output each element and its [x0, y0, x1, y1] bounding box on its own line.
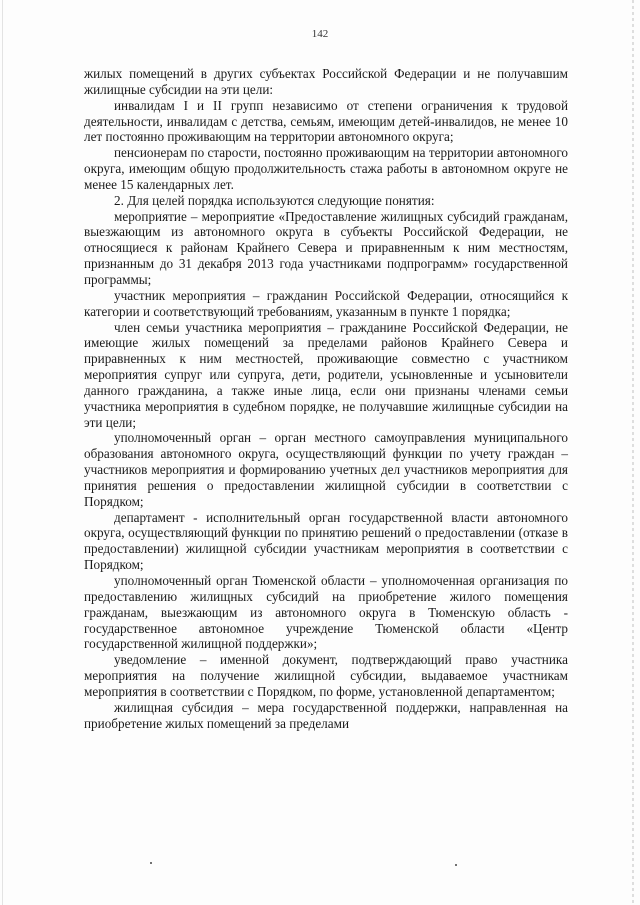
- paragraph-5: мероприятие – мероприятие «Предоставление жилищных субсидий гражданам, выезжающим из автономного округа в субъекты Российской Федерации, не относящиеся к районам Крайнего Севера и приравненным к ним местностям, признанным до 31 декабря 2013 года участниками подпрограмм» государственной программы;: [84, 208, 568, 287]
- paragraph-2: инвалидам I и II групп независимо от степени ограничения к трудовой деятельности, инвалидам с детства, семьям, имеющим детей-инвалидов, не менее 10 лет постоянно проживающим на территории автономного округа;: [84, 97, 568, 145]
- page-number: 142: [311, 28, 329, 40]
- paragraph-7: член семьи участника мероприятия – гражданине Российской Федерации, не имеющие жилых помещений за пределами районов Крайнего Севера и приравненных к ним местностей, проживающие совместно с участником мероприятия супруг или супруга, дети, родители, усыновленные и усыновители данного гражданина, а также иные лица, если они признаны членами семьи участника мероприятия в судебном порядке, не получавшие жилищные субсидии на эти цели;: [84, 319, 568, 430]
- paragraph-9: департамент - исполнительный орган государственной власти автономного округа, осуществляющий функции по принятию решений о предоставлении (отказе в предоставлении) жилищной субсидии участникам мероприятия в соответствии с Порядком;: [84, 509, 568, 573]
- paragraph-8: уполномоченный орган – орган местного самоуправления муниципального образования автономного округа, осуществляющий функции по учету граждан – участников мероприятия и формированию учетных дел участников мероприятия для принятия решения о предоставлении жилищной субсидии в соответствии с Порядком;: [84, 430, 568, 509]
- scan-edge-left: [2, 0, 3, 905]
- paragraph-4: 2. Для целей порядка используются следующие понятия:: [114, 192, 435, 208]
- paragraph-11: уведомление – именной документ, подтверждающий право участника мероприятия на получение жилищной субсидии, выдаваемое участникам мероприятия в соответствии с Порядком, по форме, установленной департаментом;: [84, 652, 568, 699]
- paragraph-10: уполномоченный орган Тюменской области – уполномоченная организация по предоставлению жилищных субсидий на приобретение жилого помещения гражданам, выезжающим из автономного округа в Тюменскую область - государственное автономное учреждение Тюменской области «Центр государственной жилищной поддержки»;: [84, 573, 568, 652]
- scan-speck: [455, 864, 457, 866]
- paragraph-3: пенсионерам по старости, постоянно проживающим на территории автономного округа, имеющим общую продолжительность стажа работы в автономном округе не менее 15 календарных лет.: [84, 145, 568, 192]
- paragraph-12: жилищная субсидия – мера государственной поддержки, направленная на приобретение жилых помещений за пределами: [84, 699, 568, 731]
- scan-speck: [150, 862, 152, 864]
- scan-edge-right: [632, 0, 634, 905]
- document-body: [84, 66, 568, 731]
- paragraph-6: участник мероприятия – гражданин Российской Федерации, относящийся к категории и соответствующий требованиям, указанным в пункте 1 порядка;: [84, 287, 568, 319]
- paragraph-1: жилых помещений в других субъектах Российской Федерации и не получавшим жилищные субсидии на эти цели:: [84, 66, 568, 97]
